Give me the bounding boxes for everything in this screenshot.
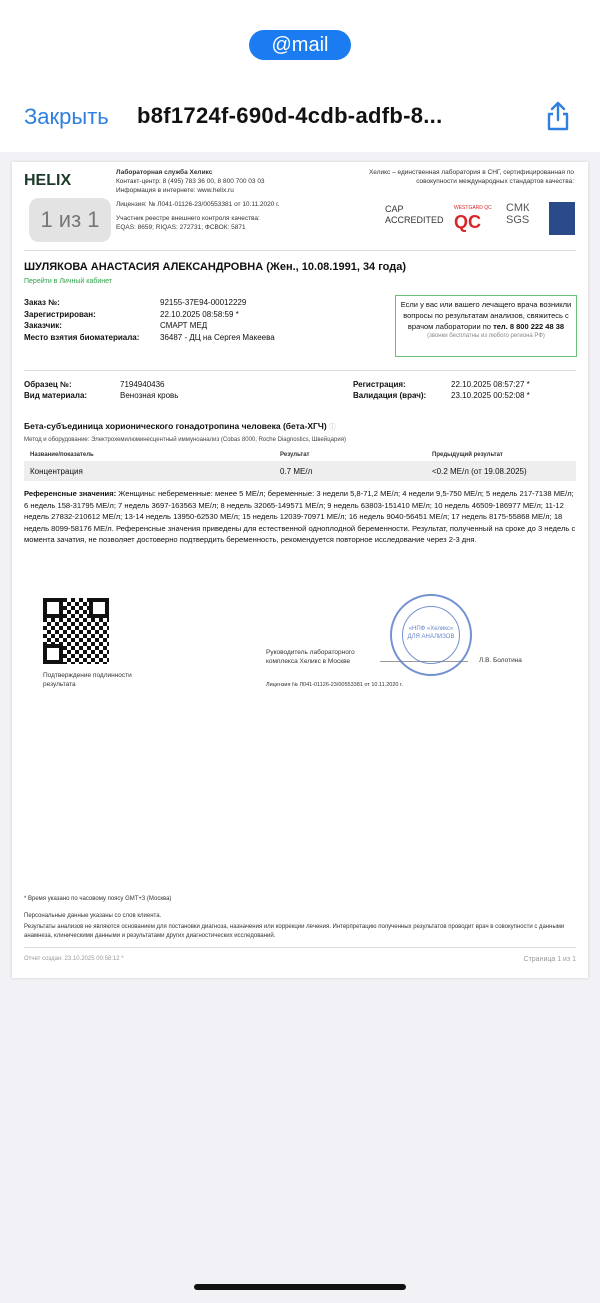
home-indicator[interactable] (194, 1284, 406, 1290)
page-number: Страница 1 из 1 (523, 956, 576, 963)
contact-box: Если у вас или вашего лечащего врача возникли вопросы по результатам анализов, свяжитесь с врачом лаборатории по тел. 8 800 222 48 38 (звонки бесплатны из любого региона РФ) (395, 295, 577, 357)
signer-license: Лицензия № Л041-01126-23/00553381 от 10.11.2020 г. (266, 682, 403, 688)
cabinet-link[interactable]: Перейти в Личный кабинет (24, 278, 113, 285)
patient-name: ШУЛЯКОВА АНАСТАСИЯ АЛЕКСАНДРОВНА (Жен., 10.08.1991, 34 года) (24, 261, 407, 273)
lab-web: Информация в интернете: www.helix.ru (116, 187, 234, 194)
qr-code[interactable] (43, 598, 109, 664)
signer-role: Руководитель лабораторного комплекса Хеликс в Москве (266, 649, 355, 665)
table-row: Концентрация 0.7 МЕ/л <0.2 МЕ/л (от 19.08.2025) (24, 461, 576, 481)
stamp: «НПФ «Хеликс» ДЛЯ АНАЛИЗОВ (390, 594, 472, 676)
personal-note: Персональные данные указаны со слов клиента. (24, 913, 162, 919)
lab-registry-ids: EQAS: 8659; RIQAS: 272731; ФСВОК: 5871 (116, 224, 246, 231)
test-title: Бета-субъединица хорионического гонадотропина человека (бета-ХГЧ) ⓘ (24, 421, 337, 431)
test-method: Метод и оборудование: Электрохемилюминесцентный иммуноанализ (Cobas 8000, Roche Diagnostics, Швейцария) (24, 437, 346, 443)
cert-badge (549, 202, 575, 235)
lab-phone[interactable]: тел. 8 800 222 48 38 (493, 322, 565, 331)
westgard-logo: WESTGARD QC QC (454, 205, 492, 232)
sgs-logo: СМК SGS (506, 202, 530, 226)
lab-contact: Контакт-центр: 8 (495) 783 36 00, 8 800 700 03 03 (116, 178, 265, 185)
info-icon[interactable]: ⓘ (329, 424, 337, 431)
file-title: b8f1724f-690d-4cdb-adfb-8... (137, 103, 443, 128)
report-created: Отчет создан: 23.10.2025 00:58:12 * (24, 956, 124, 962)
page-counter: 1 из 1 (29, 198, 111, 242)
document-page: HELIX Лабораторная служба Хеликс Контакт-центр: 8 (495) 783 36 00, 8 800 700 03 03 Информация в интернете: www.helix.ru Лицензия: № Л041-01126-23/00553381 от 10.11.2020 г. Участник реестре внешнего контроля качества: EQAS: 8659; RIQAS: 272731; ФСВОК: 5871 Хеликс – единственная лаборатория в СНГ, сертифицированная по совокупности международных стандартов качества: CAP ACCREDITED WESTGARD QC QC СМК SGS 1 из 1 ШУЛЯКОВА АНАСТАСИЯ АЛЕКСАНДРОВНА (Жен., 10.08.1991, 34 года) Перейти в Личный кабинет Заказ №: 92155-37E94-00012229 Зарегистрирован: 22.10.2025 08:58:59 * Заказчик: СМАРТ МЕД Место взятия биоматериала: 36487 - ДЦ на Сергея Макеева Если у вас или вашего лечащего врача возникли вопросы по результатам анализов, свяжитесь с врачом лаборатории по тел. 8 800 222 48 38 (звонки бесплатны из любого региона РФ) Образец №: 7194940436 Вид материала: Венозная кровь Регистрация: 22.10.2025 08:57:27 * Валидация (врач): 23.10.2025 00:52:08 * Бета-субъединица хорионического гонадотропина человека (бета-ХГЧ) ⓘ Метод и оборудование: Электрохемилюминесцентный иммуноанализ (Cobas 8000, Roche Diagnostics, Швейцария) Название/показатель Результат Предыдущий результат Концентрация 0.7 МЕ/л <0.2 МЕ/л (от 19.08.2025) Референсные значения: Женщины: небеременные: менее 5 МЕ/л; беременные: 3 недели 5,8-71,2 МЕ/л; 4 недели 9,5-750 МЕ/л; 5 недель 217-7138 МЕ/л; 6 недель 158-31795 МЕ/л; 7 недель 3697-163563 МЕ/л; 8 недель 32065-149571 МЕ/л; 9 недель 63803-151410 МЕ/л; 10 недель 46509-186977 МЕ/л; 11-12 недель 27832-210612 МЕ/л; 13-14 недель 13950-62530 МЕ/л; 15 недель 12039-70971 МЕ/л; 16 недель 9040-56451 МЕ/л; 17 недель 8175-55868 МЕ/л; 18 недель 8099-58176 МЕ/л. Референсные значения приведены для естественной одноплодной беременности. Результат, полученный на сроке до 3 недель с момента зачатия, не позволяет достоверно подтвердить беременность, рекомендуется повторное исследование через 2-3 дня. Подтверждение подлинности результата Руководитель лабораторного комплекса Хеликс в Москве «НПФ «Хеликс» ДЛЯ АНАЛИЗОВ Л.В. Болотина Лицензия № Л041-01126-23/00553381 от 10.11.2020 г. * Время указано по часовому поясу GMT+3 (Москва) Персональные данные указаны со слов клиента. Результаты анализов не являются основанием для постановки диагноза, назначения или коррекции лечения. Интерпретацию полученных результатов проводит врач в совокупности с данными анамнеза, клиническими данными и результатами других диагностических исследований. Отчет создан: 23.10.2025 00:58:12 * Страница 1 из 1 (12, 162, 588, 978)
signer-name: Л.В. Болотина (479, 657, 522, 664)
helix-logo: HELIX (24, 172, 72, 189)
disclaimer: Результаты анализов не являются основанием для постановки диагноза, назначения или коррекции лечения. Интерпретацию полученных результатов проводит врач в совокупности с данными анамнеза, клиническими данными и результатами других диагностических исследований. (24, 924, 565, 939)
share-icon[interactable] (544, 100, 572, 132)
mail-badge[interactable]: @mail (249, 30, 351, 60)
timezone-note: * Время указано по часовому поясу GMT+3 (Москва) (24, 896, 172, 902)
lab-claim: Хеликс – единственная лаборатория в СНГ, сертифицированная по совокупности международных стандартов качества: (368, 169, 574, 185)
lab-registry: Участник реестре внешнего контроля качества: (116, 215, 260, 222)
qr-caption: Подтверждение подлинности результата (43, 672, 132, 688)
lab-license: Лицензия: № Л041-01126-23/00553381 от 10.11.2020 г. (116, 201, 280, 208)
viewer-header (0, 0, 600, 152)
lab-name: Лабораторная служба Хеликс (116, 169, 213, 176)
reference-values: Референсные значения: Женщины: небеременные: менее 5 МЕ/л; беременные: 3 недели 5,8-71,2 МЕ/л; 4 недели 9,5-750 МЕ/л; 5 недель 217-7138 МЕ/л; 6 недель 158-31795 МЕ/л; 7 недель 3697-163563 МЕ/л; 8 недель 32065-149571 МЕ/л; 9 недель 63803-151410 МЕ/л; 10 недель 46509-186977 МЕ/л; 11-12 недель 27832-210612 МЕ/л; 13-14 недель 13950-62530 МЕ/л; 15 недель 12039-70971 МЕ/л; 16 недель 9040-56451 МЕ/л; 17 недель 8175-55868 МЕ/л; 18 недель 8099-58176 МЕ/л. Референсные значения приведены для естественной одноплодной беременности. Результат, полученный на сроке до 3 недель с момента зачатия, не позволяет достоверно подтвердить беременность, рекомендуется повторное исследование через 2-3 дня. (24, 489, 576, 545)
order-info: Заказ №: 92155-37E94-00012229 Зарегистрирован: 22.10.2025 08:58:59 * Заказчик: СМАРТ МЕД Место взятия биоматериала: 36487 - ДЦ на Сергея Макеева (24, 298, 275, 342)
cap-logo: CAP ACCREDITED (385, 204, 444, 225)
close-button[interactable]: Закрыть (24, 104, 109, 129)
